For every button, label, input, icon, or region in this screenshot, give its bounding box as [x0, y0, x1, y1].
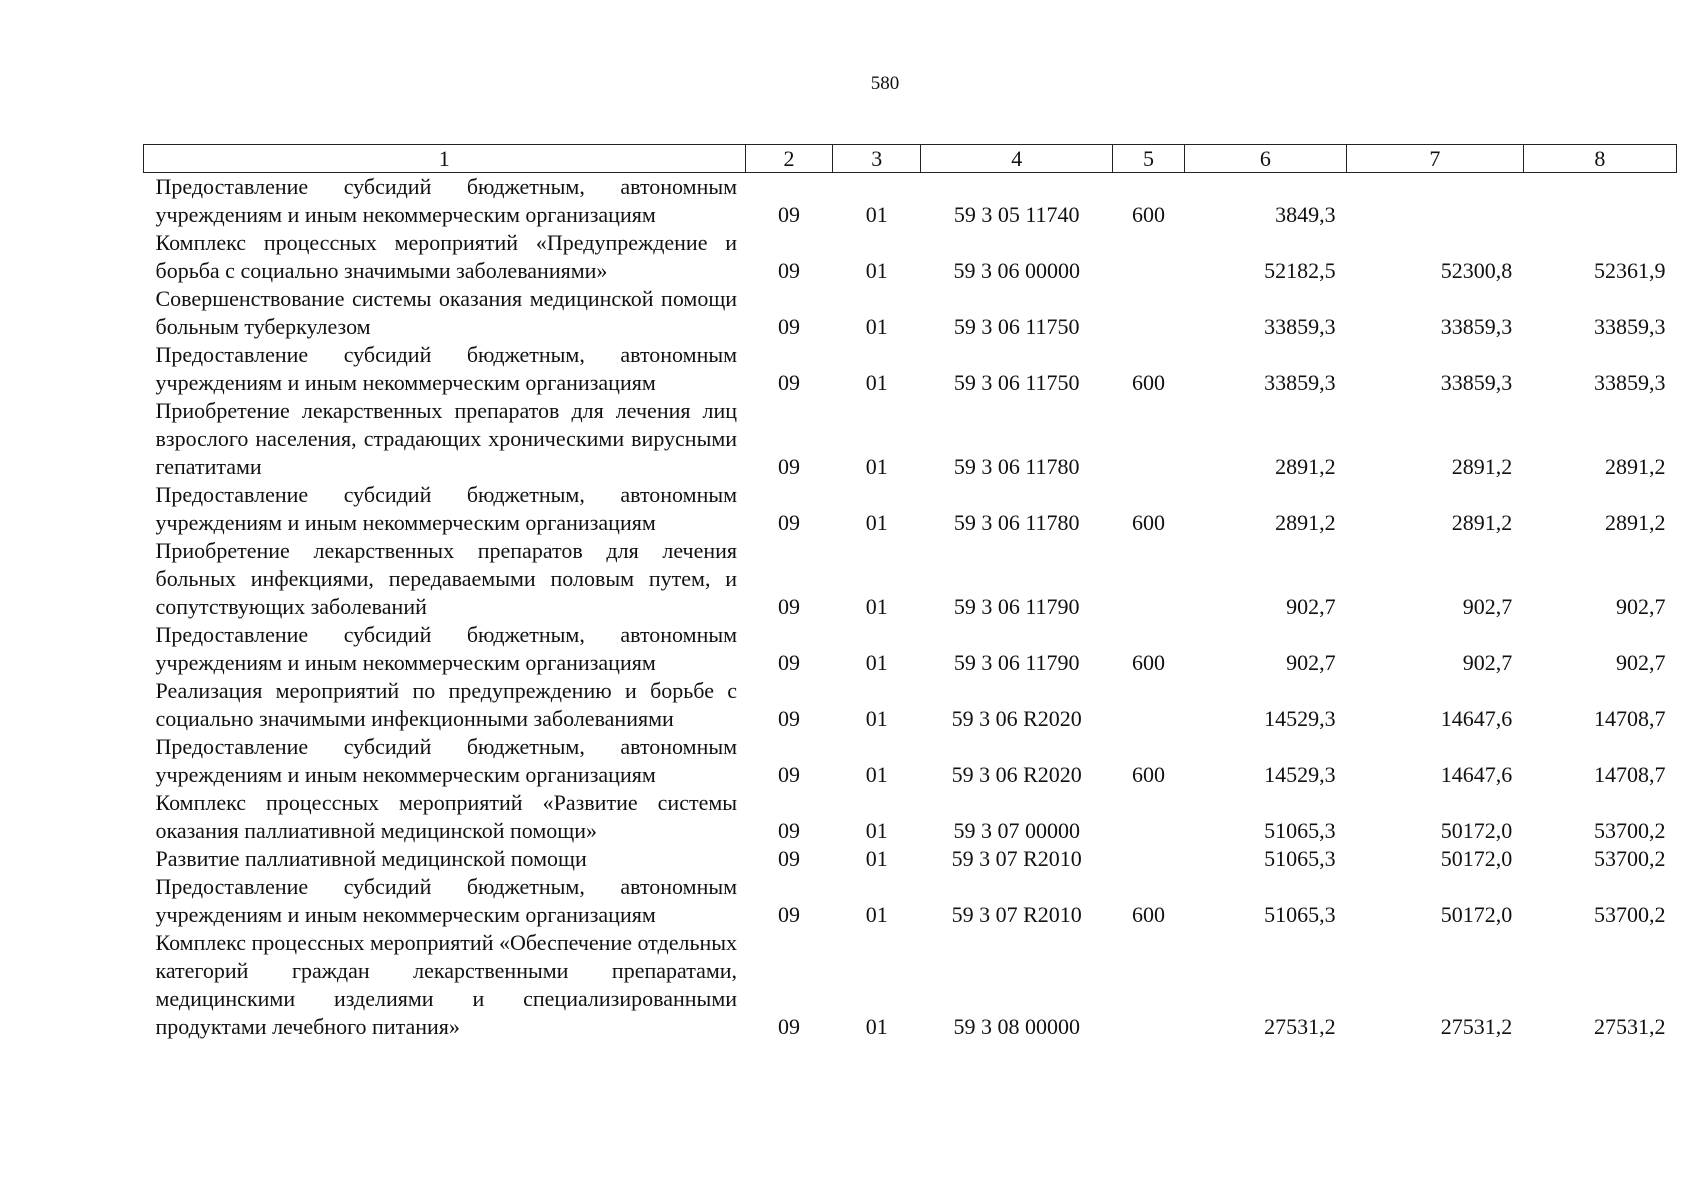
- amount-col8-cell: 902,7: [1616, 650, 1666, 675]
- table-row: [144, 481, 1677, 537]
- target-item-cell: 59 3 07 R2010: [951, 846, 1082, 871]
- section-code-cell: 09: [777, 1014, 800, 1039]
- row-name-cell: Приобретение лекарственных препаратов для лечения лиц взрослого населения, страдающих хроническими вирусными гепатитами: [155, 398, 738, 479]
- section-code-cell: 09: [777, 258, 800, 283]
- amount-col6-cell: 14529,3: [1264, 706, 1336, 731]
- section-code-cell: 09: [777, 902, 800, 927]
- amount-col7-cell: 14647,6: [1440, 762, 1513, 787]
- amount-col8-cell: 2891,2: [1605, 454, 1666, 479]
- amount-col6-cell: 52182,5: [1264, 258, 1336, 283]
- target-item-cell: 59 3 07 R2010: [951, 902, 1082, 927]
- amount-col6-cell: 2891,2: [1275, 454, 1336, 479]
- target-item-cell: 59 3 06 11780: [953, 454, 1080, 479]
- expense-type-cell: [1113, 285, 1184, 341]
- amount-col7-cell: 33859,3: [1440, 370, 1513, 395]
- section-code-cell: 09: [777, 846, 800, 871]
- expense-type-cell: [1113, 677, 1184, 733]
- table-header-row: [144, 145, 1677, 173]
- expense-type-cell: [1113, 229, 1184, 285]
- amount-col8-cell: 52361,9: [1594, 258, 1666, 283]
- amount-col8-cell: 33859,3: [1594, 314, 1666, 339]
- expense-type-cell: [1113, 537, 1184, 621]
- amount-col7-cell: 52300,8: [1440, 258, 1513, 283]
- amount-col6-cell: 27531,2: [1264, 1014, 1336, 1039]
- subsection-code-cell: 01: [865, 706, 888, 731]
- subsection-code-cell: 01: [865, 818, 888, 843]
- subsection-code-cell: 01: [865, 1014, 888, 1039]
- target-item-cell: 59 3 06 11780: [953, 510, 1080, 535]
- amount-col7-cell: 50172,0: [1440, 902, 1513, 927]
- subsection-code-cell: 01: [865, 314, 888, 339]
- row-name-cell: Комплекс процессных мероприятий «Развитие системы оказания паллиативной медицинской помощи»: [155, 790, 738, 843]
- row-name-cell: Комплекс процессных мероприятий «Обеспечение отдельных категорий граждан лекарственными препаратами, медицинскими изделиями и специализированными продуктами лечебного питания»: [155, 930, 738, 1039]
- column-header: 3: [833, 145, 921, 173]
- table-row: [144, 537, 1677, 621]
- column-header: 2: [745, 145, 833, 173]
- amount-col7-cell: 50172,0: [1440, 818, 1513, 843]
- table-row: [144, 789, 1677, 845]
- row-name-cell: Предоставление субсидий бюджетным, автономным учреждениям и иным некоммерческим организациям: [155, 734, 738, 787]
- table-row: [144, 341, 1677, 397]
- amount-col8-cell: 53700,2: [1594, 818, 1666, 843]
- subsection-code-cell: 01: [865, 370, 888, 395]
- amount-col7-cell: 2891,2: [1451, 510, 1513, 535]
- section-code-cell: 09: [777, 314, 800, 339]
- subsection-code-cell: 01: [865, 902, 888, 927]
- amount-col7-cell: 902,7: [1462, 650, 1513, 675]
- amount-col8-cell: 33859,3: [1594, 370, 1666, 395]
- row-name-cell: Предоставление субсидий бюджетным, автономным учреждениям и иным некоммерческим организациям: [155, 342, 738, 395]
- target-item-cell: 59 3 06 11790: [953, 650, 1080, 675]
- section-code-cell: 09: [777, 818, 800, 843]
- table-row: [144, 873, 1677, 929]
- amount-col8-cell: 53700,2: [1594, 846, 1666, 871]
- amount-col7-cell: [1347, 173, 1524, 230]
- table-row: [144, 845, 1677, 873]
- expense-type-cell: 600: [1131, 202, 1165, 227]
- section-code-cell: 09: [777, 706, 800, 731]
- row-name-cell: Предоставление субсидий бюджетным, автономным учреждениям и иным некоммерческим организациям: [155, 174, 738, 227]
- subsection-code-cell: 01: [865, 454, 888, 479]
- target-item-cell: 59 3 06 11750: [953, 370, 1080, 395]
- table-row: [144, 173, 1677, 230]
- section-code-cell: 09: [777, 370, 800, 395]
- expense-type-cell: 600: [1131, 510, 1165, 535]
- expense-type-cell: 600: [1131, 902, 1165, 927]
- amount-col6-cell: 3849,3: [1275, 202, 1336, 227]
- table-row: [144, 677, 1677, 733]
- amount-col7-cell: 50172,0: [1440, 846, 1513, 871]
- amount-col6-cell: 33859,3: [1264, 370, 1336, 395]
- amount-col7-cell: 902,7: [1462, 594, 1513, 619]
- amount-col8-cell: 14708,7: [1594, 762, 1666, 787]
- budget-table: [143, 144, 1677, 1041]
- column-header: 7: [1347, 145, 1524, 173]
- row-name-cell: Комплекс процессных мероприятий «Предупреждение и борьба с социально значимыми заболеваниями»: [155, 230, 738, 283]
- table-row: [144, 929, 1677, 1041]
- subsection-code-cell: 01: [865, 762, 888, 787]
- section-code-cell: 09: [777, 650, 800, 675]
- table-row: [144, 397, 1677, 481]
- target-item-cell: 59 3 06 11750: [953, 314, 1080, 339]
- expense-type-cell: [1113, 789, 1184, 845]
- row-name-cell: Предоставление субсидий бюджетным, автономным учреждениям и иным некоммерческим организациям: [155, 482, 738, 535]
- subsection-code-cell: 01: [865, 258, 888, 283]
- expense-type-cell: 600: [1131, 762, 1165, 787]
- subsection-code-cell: 01: [865, 846, 888, 871]
- table-row: [144, 621, 1677, 677]
- section-code-cell: 09: [777, 762, 800, 787]
- section-code-cell: 09: [777, 594, 800, 619]
- amount-col8-cell: 27531,2: [1594, 1014, 1666, 1039]
- expense-type-cell: 600: [1131, 650, 1165, 675]
- target-item-cell: 59 3 06 00000: [953, 258, 1080, 283]
- subsection-code-cell: 01: [865, 202, 888, 227]
- section-code-cell: 09: [777, 454, 800, 479]
- amount-col7-cell: 27531,2: [1440, 1014, 1513, 1039]
- subsection-code-cell: 01: [865, 594, 888, 619]
- column-header: 5: [1113, 145, 1184, 173]
- amount-col8-cell: [1523, 173, 1676, 230]
- amount-col6-cell: 51065,3: [1264, 846, 1336, 871]
- amount-col6-cell: 902,7: [1286, 594, 1336, 619]
- amount-col7-cell: 2891,2: [1451, 454, 1513, 479]
- row-name-cell: Приобретение лекарственных препаратов для лечения больных инфекциями, передаваемыми половым путем, и сопутствующих заболеваний: [155, 538, 738, 619]
- amount-col8-cell: 2891,2: [1605, 510, 1666, 535]
- target-item-cell: 59 3 06 R2020: [951, 706, 1082, 731]
- column-header: 8: [1523, 145, 1676, 173]
- column-header: 6: [1184, 145, 1346, 173]
- subsection-code-cell: 01: [865, 650, 888, 675]
- table-row: [144, 285, 1677, 341]
- row-name-cell: Реализация мероприятий по предупреждению и борьбе с социально значимыми инфекционными заболеваниями: [155, 678, 738, 731]
- column-header: 1: [144, 145, 746, 173]
- amount-col8-cell: 14708,7: [1594, 706, 1666, 731]
- expense-type-cell: 600: [1131, 370, 1165, 395]
- row-name-cell: Совершенствование системы оказания медицинской помощи больным туберкулезом: [155, 286, 738, 339]
- amount-col6-cell: 902,7: [1286, 650, 1336, 675]
- expense-type-cell: [1113, 845, 1184, 873]
- page-number: 580: [870, 73, 900, 94]
- target-item-cell: 59 3 06 R2020: [951, 762, 1082, 787]
- amount-col6-cell: 51065,3: [1264, 818, 1336, 843]
- table-row: [144, 733, 1677, 789]
- target-item-cell: 59 3 06 11790: [953, 594, 1080, 619]
- amount-col7-cell: 33859,3: [1440, 314, 1513, 339]
- row-name-cell: Предоставление субсидий бюджетным, автономным учреждениям и иным некоммерческим организациям: [155, 622, 738, 675]
- row-name-cell: Развитие паллиативной медицинской помощи: [155, 846, 587, 871]
- target-item-cell: 59 3 07 00000: [953, 818, 1080, 843]
- section-code-cell: 09: [777, 510, 800, 535]
- amount-col8-cell: 53700,2: [1594, 902, 1666, 927]
- section-code-cell: 09: [777, 202, 800, 227]
- row-name-cell: Предоставление субсидий бюджетным, автономным учреждениям и иным некоммерческим организациям: [155, 874, 738, 927]
- column-header: 4: [921, 145, 1113, 173]
- subsection-code-cell: 01: [865, 510, 888, 535]
- expense-type-cell: [1113, 397, 1184, 481]
- table-row: [144, 229, 1677, 285]
- amount-col6-cell: 2891,2: [1275, 510, 1336, 535]
- amount-col6-cell: 51065,3: [1264, 902, 1336, 927]
- amount-col6-cell: 33859,3: [1264, 314, 1336, 339]
- expense-type-cell: [1113, 929, 1184, 1041]
- amount-col7-cell: 14647,6: [1440, 706, 1513, 731]
- amount-col8-cell: 902,7: [1616, 594, 1666, 619]
- amount-col6-cell: 14529,3: [1264, 762, 1336, 787]
- table-body: [144, 173, 1677, 1042]
- target-item-cell: 59 3 05 11740: [953, 202, 1080, 227]
- target-item-cell: 59 3 08 00000: [953, 1014, 1080, 1039]
